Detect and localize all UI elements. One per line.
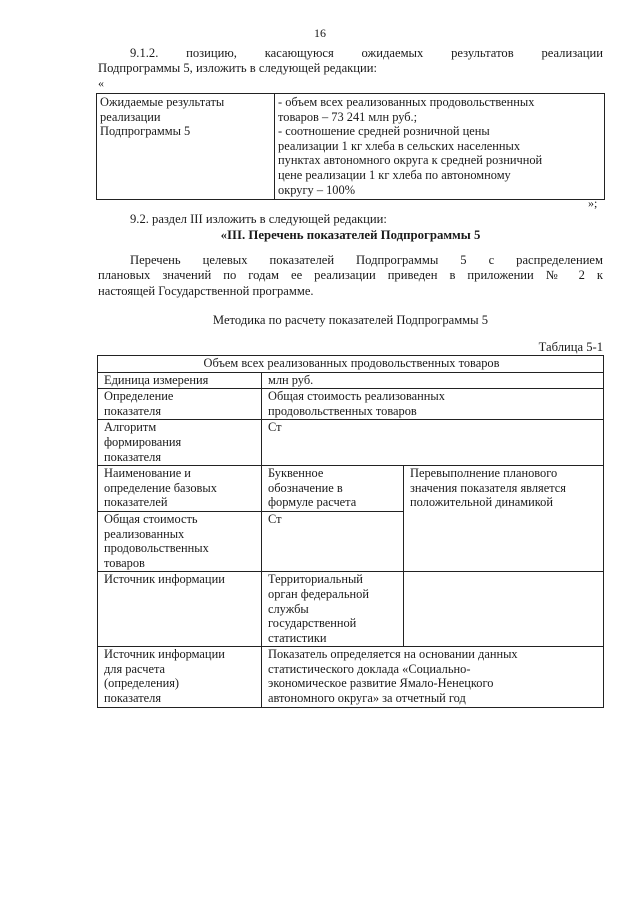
calc-source-value: [262, 647, 604, 707]
indicator-table-header-row: [98, 356, 604, 373]
table-row: [98, 420, 604, 466]
algorithm-label: [98, 420, 262, 466]
source-value-line: государственной: [268, 616, 357, 631]
letter-designation-label-line: формуле расчета: [268, 495, 357, 510]
calc-source-value-line: статистического доклада «Социально-: [268, 661, 471, 676]
expected-results-label: [97, 94, 275, 200]
table-row: [98, 647, 604, 707]
expected-results-label-line: Ожидаемые результаты: [100, 95, 225, 109]
table-caption: Таблица 5-1: [538, 340, 603, 354]
definition-value-line: Общая стоимость реализованных: [268, 389, 445, 404]
expected-results-value-line: - соотношение средней розничной цены: [278, 124, 490, 139]
expected-results-value-line: цене реализации 1 кг хлеба по автономному: [278, 167, 511, 182]
algorithm-label-line: Алгоритм: [104, 420, 157, 435]
calc-source-label-line: (определения): [104, 676, 180, 691]
source-value-line: Территориальный: [268, 572, 363, 587]
total-cost-label-line: товаров: [104, 555, 145, 570]
paragraph-perechen-line: плановых значений по годам ее реализации приведен в приложении № 2 к: [98, 268, 603, 283]
definition-value: [262, 389, 604, 420]
positive-dynamics-note: [404, 466, 604, 572]
total-cost-label-line: Общая стоимость: [104, 511, 198, 526]
section-heading: «III. Перечень показателей Подпрограммы 5: [220, 228, 481, 242]
total-cost-symbol: Ст: [262, 511, 404, 571]
page-number: 16: [314, 26, 326, 40]
unit-value: млн руб.: [262, 372, 604, 389]
algorithm-label-line: показателя: [104, 449, 162, 464]
calc-source-value-line: Показатель определяется на основании данных: [268, 647, 518, 662]
source-value-line: службы: [268, 601, 309, 616]
algorithm-label-line: формирования: [104, 434, 182, 449]
paragraph-perechen: [98, 253, 603, 299]
positive-dynamics-note-line: Перевыполнение планового: [410, 466, 558, 481]
calc-source-label-line: показателя: [104, 691, 162, 706]
paragraph-perechen-line: Перечень целевых показателей Подпрограммы 5 с распределением: [130, 253, 603, 267]
definition-label: [98, 389, 262, 420]
expected-results-value-line: округу – 100%: [278, 182, 356, 197]
indicator-table-header: Объем всех реализованных продовольственных товаров: [98, 356, 604, 373]
total-cost-label-line: реализованных: [104, 526, 185, 541]
unit-label: Единица измерения: [98, 372, 262, 389]
base-indicators-label: [98, 466, 262, 512]
table-row: [98, 372, 604, 389]
calc-source-label-line: для расчета: [104, 661, 166, 676]
expected-results-value: [275, 94, 605, 200]
definition-value-line: продовольственных товаров: [268, 403, 417, 418]
open-quote: «: [98, 76, 104, 90]
positive-dynamics-note-line: положительной динамикой: [410, 495, 553, 510]
source-empty-cell: [404, 572, 604, 647]
calc-source-label: [98, 647, 262, 707]
letter-designation-label: [262, 466, 404, 512]
table-row: [98, 466, 604, 512]
expected-results-table: [96, 93, 605, 200]
base-indicators-label-line: показателей: [104, 495, 168, 510]
table-row: [98, 389, 604, 420]
paragraph-9-1-2: [98, 46, 603, 77]
total-cost-label-line: продовольственных: [104, 541, 209, 556]
letter-designation-label-line: Буквенное: [268, 466, 324, 481]
definition-label-line: Определение: [104, 389, 174, 404]
expected-results-value-line: - объем всех реализованных продовольственных: [278, 95, 535, 109]
expected-results-row: [97, 94, 605, 200]
positive-dynamics-note-line: значения показателя является: [410, 480, 566, 495]
expected-results-label-line: реализации: [100, 109, 161, 124]
expected-results-value-line: товаров – 73 241 млн руб.;: [278, 109, 418, 124]
letter-designation-label-line: обозначение в: [268, 480, 343, 495]
calc-source-value-line: экономическое развитие Ямало-Ненецкого: [268, 676, 494, 691]
paragraph-perechen-line: настоящей Государственной программе.: [98, 283, 314, 298]
source-value-line: статистики: [268, 630, 327, 645]
indicator-table: [97, 355, 604, 708]
paragraph-9-2: 9.2. раздел III изложить в следующей редакции:: [130, 212, 387, 226]
paragraph-9-1-2-line2: Подпрограммы 5, изложить в следующей редакции:: [98, 61, 378, 76]
method-title: Методика по расчету показателей Подпрограммы 5: [212, 313, 489, 327]
source-label: Источник информации: [98, 572, 262, 647]
close-quote: »;: [588, 196, 598, 210]
base-indicators-label-line: определение базовых: [104, 480, 217, 495]
expected-results-value-line: реализации 1 кг хлеба в сельских населенных: [278, 138, 521, 153]
base-indicators-label-line: Наименование и: [104, 466, 191, 481]
table-row: [98, 572, 604, 647]
definition-label-line: показателя: [104, 403, 162, 418]
expected-results-label-line: Подпрограммы 5: [100, 124, 191, 139]
paragraph-9-1-2-line1: 9.1.2. позицию, касающуюся ожидаемых результатов реализации: [130, 46, 603, 60]
source-value: [262, 572, 404, 647]
source-value-line: орган федеральной: [268, 586, 369, 601]
algorithm-value: Ст: [262, 420, 604, 466]
calc-source-value-line: автономного округа» за отчетный год: [268, 691, 466, 706]
total-cost-label: [98, 511, 262, 571]
calc-source-label-line: Источник информации: [104, 647, 225, 662]
expected-results-value-line: пунктах автономного округа к средней розничной: [278, 153, 543, 168]
